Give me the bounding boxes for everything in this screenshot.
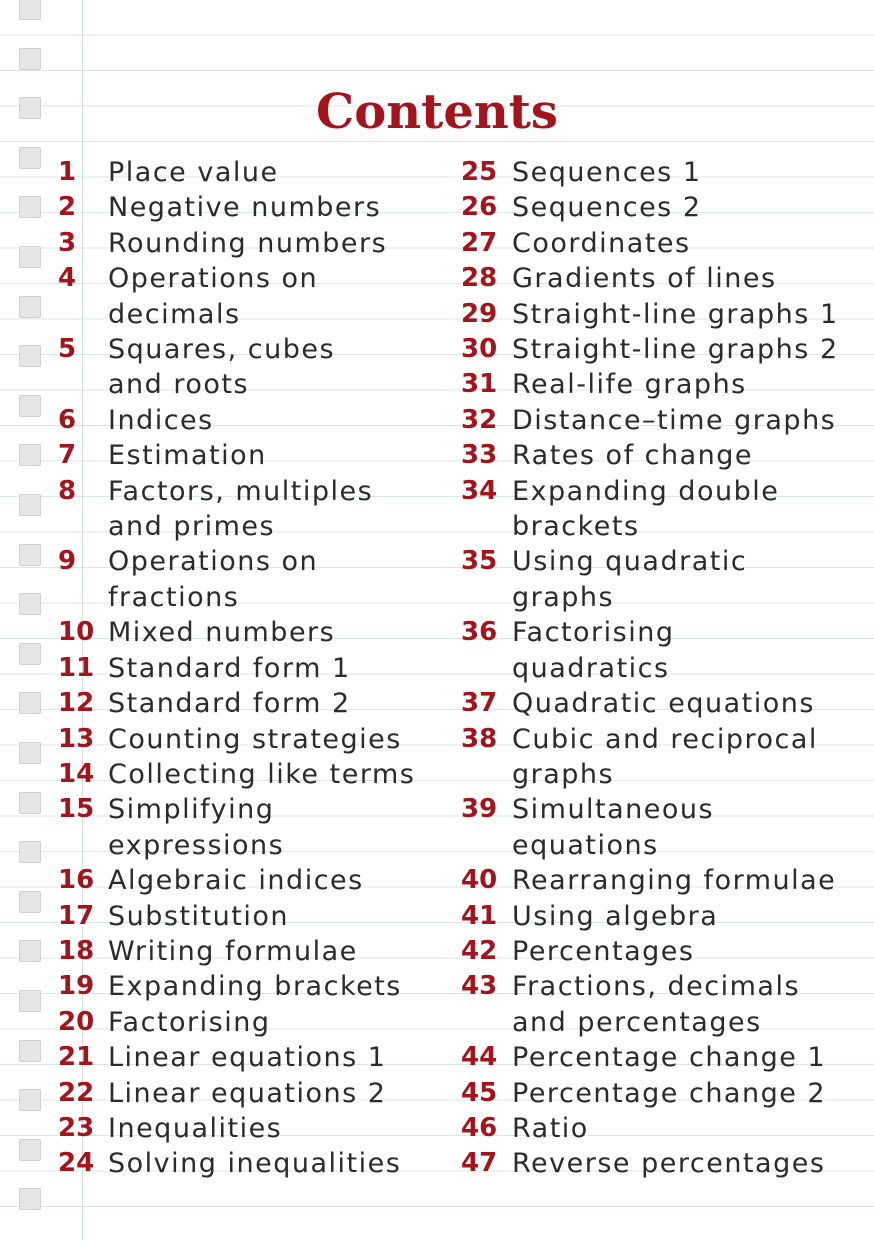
binder-hole xyxy=(19,395,41,417)
contents-entry xyxy=(58,899,438,934)
binder-hole xyxy=(19,792,41,814)
entry-title: Factorising quadratics xyxy=(512,617,675,684)
contents-entry xyxy=(461,969,866,1040)
entry-number: 1 xyxy=(58,157,77,187)
contents-entry xyxy=(58,226,438,261)
contents-entry xyxy=(461,1111,866,1146)
entry-title: Percentages xyxy=(512,935,695,967)
entry-title: Substitution xyxy=(108,900,289,932)
entry-title: Linear equations 2 xyxy=(108,1077,387,1109)
entry-number: 31 xyxy=(461,369,498,400)
page-title: Contents xyxy=(316,84,558,140)
binder-hole xyxy=(19,0,41,20)
entry-title: Quadratic equations xyxy=(512,688,815,720)
contents-column-right xyxy=(461,155,866,1182)
contents-entry xyxy=(58,651,438,686)
entry-title: Using algebra xyxy=(512,900,719,932)
contents-entry xyxy=(461,367,866,402)
contents-entry xyxy=(461,438,866,473)
contents-entry xyxy=(58,403,438,438)
entry-number: 23 xyxy=(58,1112,95,1143)
binder-hole xyxy=(19,147,41,169)
entry-number: 5 xyxy=(58,334,77,365)
entry-title: Solving inequalities xyxy=(108,1148,402,1180)
contents-entry xyxy=(58,934,438,969)
entry-title: Linear equations 1 xyxy=(108,1042,387,1074)
entry-title: Factorising xyxy=(108,1006,271,1038)
binder-hole xyxy=(19,1139,41,1161)
entry-title: Ratio xyxy=(512,1112,589,1144)
entry-number: 27 xyxy=(461,227,498,258)
entry-number: 28 xyxy=(461,263,498,294)
contents-entry xyxy=(58,615,438,650)
contents-entry xyxy=(461,1076,866,1111)
entry-number: 7 xyxy=(58,440,77,471)
contents-entry xyxy=(461,722,866,793)
entry-number: 32 xyxy=(461,404,498,435)
entry-title: Distance–time graphs xyxy=(512,404,837,436)
entry-title: Counting strategies xyxy=(108,723,402,755)
entry-number: 47 xyxy=(461,1148,498,1179)
binder-hole xyxy=(19,1040,41,1062)
entry-title: Cubic and reciprocal graphs xyxy=(512,723,818,790)
entry-number: 46 xyxy=(461,1112,498,1143)
contents-entry xyxy=(58,190,438,225)
contents-entry xyxy=(461,1146,866,1181)
binder-holes xyxy=(0,0,60,1240)
entry-title: Operations on fractions xyxy=(108,546,319,613)
binder-hole xyxy=(19,444,41,466)
entry-number: 3 xyxy=(58,227,77,258)
binder-hole xyxy=(19,246,41,268)
entry-title: Straight-line graphs 1 xyxy=(512,298,839,330)
contents-entry xyxy=(461,474,866,545)
entry-number: 44 xyxy=(461,1042,498,1073)
entry-title: Fractions, decimals and percentages xyxy=(512,971,801,1038)
entry-number: 42 xyxy=(461,935,498,966)
entry-title: Squares, cubes and roots xyxy=(108,334,336,401)
entry-number: 45 xyxy=(461,1077,498,1108)
entry-title: Gradients of lines xyxy=(512,263,777,295)
entry-title: Mixed numbers xyxy=(108,617,336,649)
contents-entry xyxy=(58,686,438,721)
entry-number: 13 xyxy=(58,723,95,754)
entry-title: Sequences 2 xyxy=(512,192,702,224)
binder-hole xyxy=(19,544,41,566)
entry-number: 8 xyxy=(58,475,77,506)
binder-hole xyxy=(19,940,41,962)
contents-entry xyxy=(58,722,438,757)
entry-title: Rearranging formulae xyxy=(512,865,837,897)
entry-number: 16 xyxy=(58,865,95,896)
contents-entry xyxy=(461,190,866,225)
entry-number: 25 xyxy=(461,157,498,187)
entry-title: Operations on decimals xyxy=(108,263,319,330)
entry-number: 14 xyxy=(58,758,95,789)
entry-number: 19 xyxy=(58,971,95,1002)
contents-entry xyxy=(58,863,438,898)
binder-hole xyxy=(19,296,41,318)
entry-number: 40 xyxy=(461,865,498,896)
entry-title: Reverse percentages xyxy=(512,1148,826,1180)
contents-entry xyxy=(461,297,866,332)
entry-title: Collecting like terms xyxy=(108,758,416,790)
entry-number: 18 xyxy=(58,935,95,966)
entry-title: Simplifying expressions xyxy=(108,794,285,861)
binder-hole xyxy=(19,891,41,913)
entry-title: Percentage change 1 xyxy=(512,1042,827,1074)
entry-number: 21 xyxy=(58,1042,95,1073)
entry-title: Simultaneous equations xyxy=(512,794,715,861)
entry-title: Expanding double brackets xyxy=(512,475,780,543)
entry-title: Estimation xyxy=(108,440,267,472)
entry-number: 17 xyxy=(58,900,95,931)
binder-hole xyxy=(19,742,41,764)
contents-entry xyxy=(58,155,438,190)
binder-hole xyxy=(19,48,41,70)
contents-column-left xyxy=(58,155,438,1182)
entry-title: Percentage change 2 xyxy=(512,1077,827,1109)
entry-number: 43 xyxy=(461,971,498,1002)
contents-entry xyxy=(461,899,866,934)
contents-entry xyxy=(58,1040,438,1075)
entry-number: 36 xyxy=(461,617,498,648)
contents-entry xyxy=(461,792,866,863)
entry-number: 34 xyxy=(461,475,498,506)
binder-hole xyxy=(19,1089,41,1111)
entry-number: 24 xyxy=(58,1148,95,1179)
contents-entry xyxy=(461,261,866,296)
entry-title: Factors, multiples and primes xyxy=(108,475,374,543)
contents-entry xyxy=(461,686,866,721)
contents-entry xyxy=(461,615,866,686)
entry-title: Standard form 2 xyxy=(108,688,351,720)
entry-number: 9 xyxy=(58,546,77,577)
entry-number: 15 xyxy=(58,794,95,825)
entry-number: 10 xyxy=(58,617,95,648)
entry-title: Straight-line graphs 2 xyxy=(512,334,839,366)
entry-number: 4 xyxy=(58,263,77,294)
contents-entry xyxy=(58,438,438,473)
contents-entry xyxy=(461,1040,866,1075)
binder-hole xyxy=(19,841,41,863)
contents-entry xyxy=(58,1111,438,1146)
contents-entry xyxy=(58,1146,438,1181)
contents-entry xyxy=(58,1005,438,1040)
contents-entry xyxy=(58,544,438,615)
entry-number: 26 xyxy=(461,192,498,223)
contents-entry xyxy=(58,1076,438,1111)
contents-entry xyxy=(461,403,866,438)
contents-entry xyxy=(461,863,866,898)
entry-number: 12 xyxy=(58,688,95,719)
contents-entry xyxy=(461,544,866,615)
binder-hole xyxy=(19,1188,41,1210)
contents-entry xyxy=(461,332,866,367)
contents-entry xyxy=(461,934,866,969)
entry-title: Rates of change xyxy=(512,440,754,472)
entry-title: Writing formulae xyxy=(108,935,358,967)
contents-entry xyxy=(58,792,438,863)
entry-number: 20 xyxy=(58,1006,95,1037)
entry-number: 11 xyxy=(58,652,95,683)
entry-number: 29 xyxy=(461,298,498,329)
entry-title: Inequalities xyxy=(108,1112,283,1144)
binder-hole xyxy=(19,593,41,615)
entry-number: 35 xyxy=(461,546,498,577)
entry-title: Real-life graphs xyxy=(512,369,747,401)
contents-entry xyxy=(58,474,438,545)
entry-number: 22 xyxy=(58,1077,95,1108)
binder-hole xyxy=(19,494,41,516)
contents-entry xyxy=(58,332,438,403)
entry-title: Place value xyxy=(108,157,279,188)
contents-entry xyxy=(461,155,866,190)
binder-hole xyxy=(19,692,41,714)
binder-hole xyxy=(19,643,41,665)
contents-entry xyxy=(58,261,438,332)
entry-number: 6 xyxy=(58,404,77,435)
contents-entry xyxy=(461,226,866,261)
entry-number: 39 xyxy=(461,794,498,825)
entry-number: 41 xyxy=(461,900,498,931)
entry-title: Using quadratic graphs xyxy=(512,546,748,613)
entry-number: 38 xyxy=(461,723,498,754)
entry-title: Expanding brackets xyxy=(108,971,402,1003)
entry-title: Sequences 1 xyxy=(512,157,702,188)
contents-entry xyxy=(58,969,438,1004)
binder-hole xyxy=(19,345,41,367)
entry-title: Indices xyxy=(108,404,214,436)
entry-title: Negative numbers xyxy=(108,192,382,224)
binder-hole xyxy=(19,196,41,218)
entry-title: Algebraic indices xyxy=(108,865,364,897)
entry-title: Coordinates xyxy=(512,227,691,259)
entry-title: Standard form 1 xyxy=(108,652,351,684)
binder-hole xyxy=(19,990,41,1012)
entry-number: 37 xyxy=(461,688,498,719)
entry-number: 33 xyxy=(461,440,498,471)
entry-number: 30 xyxy=(461,334,498,365)
contents-entry xyxy=(58,757,438,792)
entry-number: 2 xyxy=(58,192,77,223)
entry-title: Rounding numbers xyxy=(108,227,388,259)
